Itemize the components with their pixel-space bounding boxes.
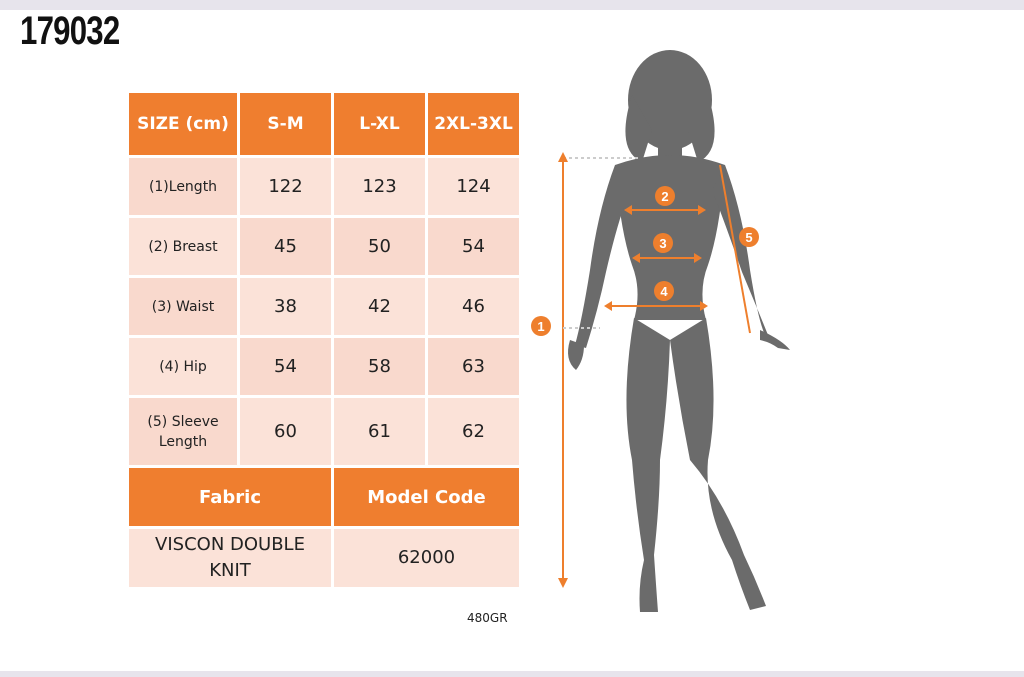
bottom-border <box>0 671 1024 677</box>
svg-text:1: 1 <box>537 319 545 334</box>
row-label: (1)Length <box>128 157 239 217</box>
table-header-row <box>128 92 521 157</box>
header-l-xl: L-XL <box>333 92 427 157</box>
cell-value: 50 <box>333 217 427 277</box>
marker-1 <box>531 316 551 336</box>
cell-value: 63 <box>427 337 521 397</box>
cell-value: 46 <box>427 277 521 337</box>
marker-5 <box>739 227 759 247</box>
svg-text:2: 2 <box>661 189 669 204</box>
product-code: 179032 <box>20 9 120 53</box>
header-s-m: S-M <box>239 92 333 157</box>
cell-value: 60 <box>239 397 333 467</box>
svg-text:5: 5 <box>745 230 753 245</box>
svg-text:4: 4 <box>660 284 668 299</box>
table-row <box>128 217 521 277</box>
fabric-label: Fabric <box>128 467 333 528</box>
svg-text:3: 3 <box>659 236 667 251</box>
fabric-value-row <box>128 528 521 589</box>
fabric-value: VISCON DOUBLE KNIT <box>128 528 333 589</box>
header-size: SIZE (cm) <box>128 92 239 157</box>
cell-value: 54 <box>427 217 521 277</box>
weight-note: 480GR <box>467 611 508 625</box>
table-row <box>128 157 521 217</box>
cell-value: 45 <box>239 217 333 277</box>
body-silhouette <box>568 50 790 612</box>
model-code-value: 62000 <box>333 528 521 589</box>
cell-value: 38 <box>239 277 333 337</box>
cell-value: 62 <box>427 397 521 467</box>
size-table <box>126 90 522 590</box>
cell-value: 42 <box>333 277 427 337</box>
cell-value: 58 <box>333 337 427 397</box>
row-label: (5) Sleeve Length <box>128 397 239 467</box>
cell-value: 123 <box>333 157 427 217</box>
row-label: (3) Waist <box>128 277 239 337</box>
table-row <box>128 337 521 397</box>
cell-value: 54 <box>239 337 333 397</box>
marker-4 <box>654 281 674 301</box>
header-2xl-3xl: 2XL-3XL <box>427 92 521 157</box>
marker-3 <box>653 233 673 253</box>
cell-value: 61 <box>333 397 427 467</box>
row-label: (2) Breast <box>128 217 239 277</box>
model-code-label: Model Code <box>333 467 521 528</box>
marker-2 <box>655 186 675 206</box>
cell-value: 124 <box>427 157 521 217</box>
table-row <box>128 397 521 467</box>
table-row <box>128 277 521 337</box>
top-border <box>0 0 1024 10</box>
row-label: (4) Hip <box>128 337 239 397</box>
fabric-header-row <box>128 467 521 528</box>
cell-value: 122 <box>239 157 333 217</box>
body-measurement-figure <box>520 40 820 630</box>
